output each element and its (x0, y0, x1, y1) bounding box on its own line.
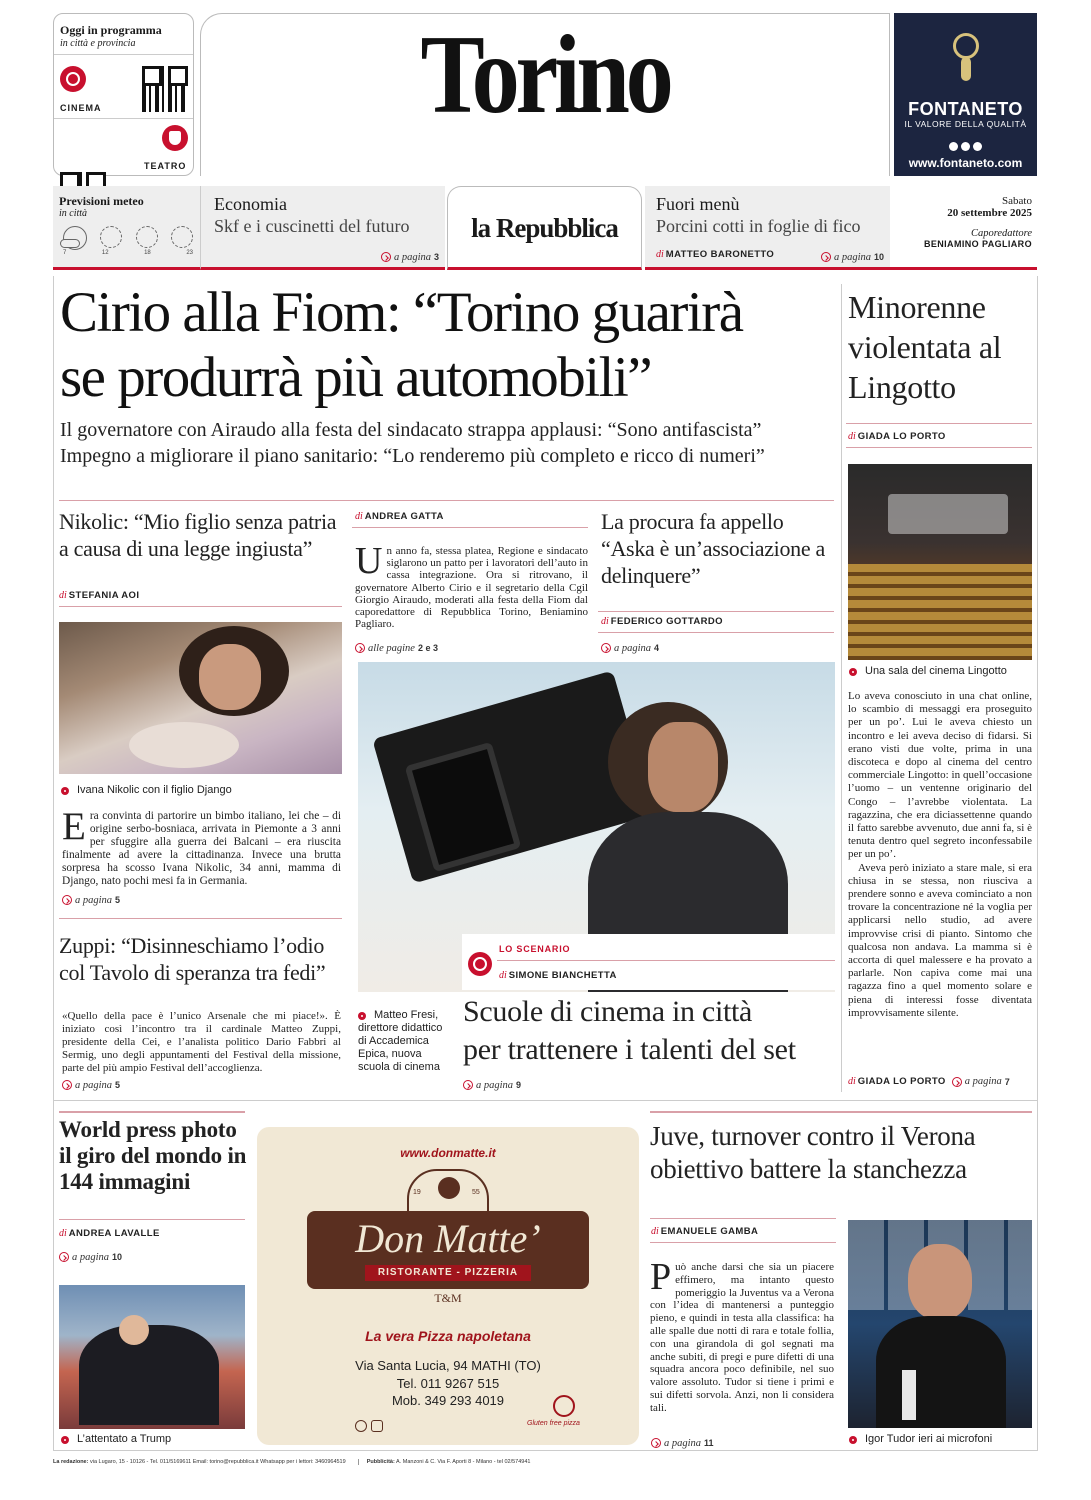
juve-body: Può anche darsi che sia un piacere effimero, ma intanto questo pomeriggio la Juventus va a Verona con l’idea di mantenersi a punteggio pieno, e quindi in testa alla classifica: ha alle spalle due notti di rara e totale follia, con una girandola di gol segnati ma anche subiti, di pregi e pure difetti di una squadra ancora poco definibile, nel suo valore assoluto. Tudor si tiene i primi e sui difetti sorvola. Anzi, non li considera tali. (650, 1256, 834, 1414)
teaser-economia[interactable] (200, 186, 445, 270)
lead-rule (59, 500, 834, 501)
fontaneto-logo-icon (949, 27, 983, 83)
juve-photo (848, 1220, 1032, 1428)
repubblica-logo: la Repubblica (471, 213, 618, 243)
instagram-icon[interactable] (371, 1420, 383, 1432)
cinema-label: CINEMA (60, 103, 102, 113)
lead-subhead-line-1: Il governatore con Airaudo alla festa del sindacato strappa applausi: “Sono antifascista” (60, 419, 762, 441)
meteo-subtitle: in città (59, 208, 88, 219)
scenario-label-box (462, 934, 835, 990)
dateline-box (890, 186, 1037, 270)
footer (53, 1459, 1038, 1465)
dateline-role: Caporedattore (970, 228, 1032, 239)
scenario-headline-line-2: per trattenere i talenti del set (463, 1033, 796, 1066)
fuori-page-ref[interactable]: a pagina 10 (821, 252, 884, 263)
masthead-title: Torino (420, 13, 670, 137)
temp-2: 12 (101, 250, 109, 256)
lingotto-body: Lo aveva conosciuto in una chat online, lo scambio di messaggi era proseguito per un po’. Lui le aveva chiesto un incontro e lei aveva deciso di fidarsi. Si erano visti due volte, prima in una discoteca e dopo al cinema del centro commerciale Lingotto: in quell’occasione l’uomo – un ventenne originario del Congo – l’avrebbe violentata. La ragazzina, che era diciassettenne quando il fatto sarebbe avvenuto, due anni fa, si è tenuta dentro quel segreto inconfessabile per un po’. Aveva però iniziato a stare male, si era chiusa in se stessa, non riusciva a prendere sonno e aveva cominciato a non trovare la concentrazione né la voglia per applicarsi nello studio, ad avere improvvise crisi di pianto. Sintomo che qualcosa non andava. La mamma si è accorta di quel malessere e ha provato a parlarle. Non capiva come mai una ragazza fino a quel momento solare e piena di interessi fosse diventata improvvisamente silente. (848, 690, 1032, 1019)
column-divider (841, 284, 842, 1092)
camera-dot-icon (61, 787, 69, 795)
temperatures (63, 250, 193, 256)
facebook-icon[interactable] (355, 1420, 367, 1432)
lingotto-photo (848, 464, 1032, 660)
zuppi-body: «Quello della pace è l’unico Arsenale che mi piace!». È iniziato così l’incontro tra il cardinale Matteo Zuppi, presidente della Cei, e l’analista politico Dario Fabbri al Sermig, uno degli appuntamenti del Festival della missione, parte del più ampio Festival dell’accoglienza. (62, 1010, 341, 1074)
fontaneto-ad[interactable] (894, 13, 1037, 176)
arrow-icon (952, 1077, 962, 1087)
lingotto-headline[interactable]: Minorenne violentata al Lingotto (848, 289, 1002, 405)
fuori-byline: di MATTEO BARONETTO (656, 249, 775, 260)
juve-headline-line-2: obiettivo battere la stanchezza (650, 1154, 967, 1184)
temp-3: 18 (144, 250, 151, 256)
zuppi-headline[interactable]: Zuppi: “Disinneschiamo l’odio col Tavolo di speranza tra fedi” (59, 933, 326, 985)
lead-subhead (60, 417, 840, 469)
gluten-free-icon (553, 1395, 575, 1417)
repubblica-logo-box (447, 186, 642, 270)
social-icons (949, 142, 983, 151)
lingotto-byline: di GIADA LO PORTO (848, 431, 946, 442)
partly-cloudy-icon (63, 226, 87, 250)
fontaneto-tagline: IL VALORE DELLA QUALITÀ (904, 119, 1027, 129)
donmatte-address: Via Santa Lucia, 94 MATHI (TO) (355, 1358, 541, 1373)
fuori-text: Porcini cotti in foglie di fico (656, 216, 861, 236)
nikolic-page-ref[interactable]: a pagina 5 (62, 895, 120, 906)
juve-byline: di EMANUELE GAMBA (651, 1226, 759, 1237)
fontaneto-brand: FONTANETO (908, 99, 1023, 119)
arrow-icon (381, 252, 391, 262)
donmatte-tel: Tel. 011 9267 515 (396, 1376, 500, 1391)
donmatte-gluten: Gluten free pizza (527, 1420, 580, 1427)
arrow-icon (463, 1080, 473, 1090)
worldpress-page-ref[interactable]: a pagina 10 (59, 1252, 122, 1263)
scenario-headline[interactable] (463, 993, 838, 1069)
arrow-icon (59, 1252, 69, 1262)
arrow-icon (355, 643, 365, 653)
lead-headline[interactable] (60, 280, 840, 410)
footer-pubblicita: Pubblicità: A. Manzoni & C. Via F. Aporti 8 - Milano - tel 02/574941 (358, 1459, 531, 1465)
dateline-date: 20 settembre 2025 (947, 207, 1032, 219)
scenario-page-ref[interactable]: a pagina 9 (463, 1080, 521, 1091)
donmatte-year-right: 55 (472, 1189, 480, 1196)
cinema-qr-code[interactable] (142, 66, 188, 112)
dateline-editor: BENIAMINO PAGLIARO (923, 239, 1032, 249)
juve-page-ref[interactable]: a pagina 11 (651, 1438, 714, 1449)
arrow-icon (651, 1438, 661, 1448)
procura-page-ref[interactable]: a pagina 4 (601, 643, 659, 654)
fontaneto-url[interactable]: www.fontaneto.com (908, 156, 1023, 170)
lingotto-page-ref[interactable]: a pagina 7 (952, 1076, 1010, 1087)
camera-dot-icon (849, 1436, 857, 1444)
juve-caption: Igor Tudor ieri ai microfoni (849, 1433, 992, 1445)
donmatte-year-left: 19 (413, 1189, 421, 1196)
donmatte-name: Don Matte’ (355, 1216, 541, 1261)
donmatte-mob: Mob. 349 293 4019 (391, 1393, 505, 1408)
lead-body: Un anno fa, stessa platea, Regione e sindacato siglarono un patto per i lavoratori dell’auto in cassa integrazione. Ora si ritrovano, il governatore Alberto Cirio e il segretario della Cgil Giorgio Airaudo, moderati alla festa della Fiom dal caporedattore di Repubblica Torino, Beniamino Pagliaro. (355, 540, 588, 631)
sun-icon (136, 226, 158, 248)
lingotto-footer: di GIADA LO PORTO a pagina 7 (848, 1076, 1010, 1087)
fuori-section: Fuori menù (656, 194, 740, 214)
worldpress-byline: di ANDREA LAVALLE (59, 1228, 160, 1239)
temp-4: 23 (186, 250, 193, 256)
scenario-caption: Matteo Fresi, direttore didattico di Accademica Epica, nuova scuola di cinema (358, 1009, 443, 1073)
scenario-byline: di SIMONE BIANCHETTA (499, 970, 617, 981)
film-reel-icon (468, 952, 492, 976)
economia-text: Skf e i cuscinetti del futuro (214, 216, 410, 236)
programma-subtitle: in città e provincia (60, 38, 136, 49)
dateline-day: Sabato (1002, 195, 1032, 207)
donmatte-slogan: La vera Pizza napoletana (365, 1328, 531, 1344)
weather-icons (63, 226, 193, 250)
teaser-fuori-menu[interactable] (645, 186, 890, 270)
nikolic-headline[interactable]: Nikolic: “Mio figlio senza patria a causa di una legge ingiusta” (59, 509, 337, 561)
nikolic-body: Era convinta di partorire un bimbo italiano, lei che – di origine serbo-bosniaca, arrivata in Piemonte a 3 anni per sfuggire alla guerra dei Balcani – era riuscita finalmente ad avere la cittadinanza. Invece una brutta sorpresa ha scosso Ivana Nikolic, 34 anni, mamma di Django, nato pochi mesi fa in Germania. (62, 805, 341, 888)
worldpress-caption: L’attentato a Trump (61, 1433, 171, 1445)
donmatte-mark: T&M (434, 1291, 462, 1305)
lead-headline-line-1: Cirio alla Fiom: “Torino guarirà (60, 281, 743, 344)
worldpress-headline[interactable]: World press photo il giro del mondo in 144 immagini (59, 1117, 247, 1194)
arrow-icon (62, 1080, 72, 1090)
procura-byline: di FEDERICO GOTTARDO (601, 616, 723, 627)
lead-byline: di ANDREA GATTA (355, 511, 444, 522)
lingotto-caption: Una sala del cinema Lingotto (849, 665, 1007, 677)
zuppi-page-ref[interactable]: a pagina 5 (62, 1080, 120, 1091)
donmatte-url[interactable]: www.donmatte.it (400, 1146, 496, 1160)
programma-box (53, 13, 194, 176)
programma-title: Oggi in programma (60, 23, 162, 37)
economia-page-ref[interactable]: a pagina 3 (381, 252, 439, 263)
nikolic-byline: di STEFANIA AOI (59, 590, 140, 601)
footer-redazione: La redazione: via Lugaro, 15 - 10126 - Tel. 011/5169611 Email: torino@repubblica.it Whatsapp per i lettori: 3460964519 (53, 1459, 346, 1465)
juve-headline[interactable] (650, 1120, 1035, 1186)
lead-page-ref[interactable]: alle pagine 2 e 3 (355, 643, 438, 654)
economia-section: Economia (214, 194, 287, 214)
camera-dot-icon (358, 1012, 366, 1020)
donmatte-ad[interactable] (257, 1127, 639, 1445)
arrow-icon (62, 895, 72, 905)
sun-icon (100, 226, 122, 248)
scenario-kicker: LO SCENARIO (499, 944, 571, 954)
arrow-icon (601, 643, 611, 653)
camera-dot-icon (849, 668, 857, 676)
scenario-headline-line-1: Scuole di cinema in città (463, 995, 753, 1028)
temp-1: 7 (63, 250, 67, 256)
sun-icon (171, 226, 193, 248)
lead-subhead-line-2: Impegno a migliorare il piano sanitario: “Lo renderemo più completo e ricco di numeri” (60, 445, 765, 467)
camera-dot-icon (61, 1436, 69, 1444)
lead-headline-line-2: se produrrà più automobili” (60, 346, 652, 409)
theatre-mask-icon (162, 125, 188, 151)
meteo-title: Previsioni meteo (59, 194, 144, 208)
nikolic-photo (59, 622, 342, 774)
nikolic-caption: Ivana Nikolic con il figlio Django (61, 784, 232, 796)
meteo-box (53, 186, 200, 270)
arrow-icon (821, 252, 831, 262)
juve-headline-line-1: Juve, turnover contro il Verona (650, 1121, 976, 1151)
teatro-label: TEATRO (144, 161, 187, 171)
bottom-divider (53, 1100, 1038, 1101)
donmatte-band: RISTORANTE - PIZZERIA (377, 1267, 519, 1278)
procura-headline[interactable]: La procura fa appello “Aska è un’associazione a delinquere” (601, 509, 826, 588)
worldpress-photo (59, 1285, 245, 1429)
film-reel-icon (60, 66, 86, 92)
